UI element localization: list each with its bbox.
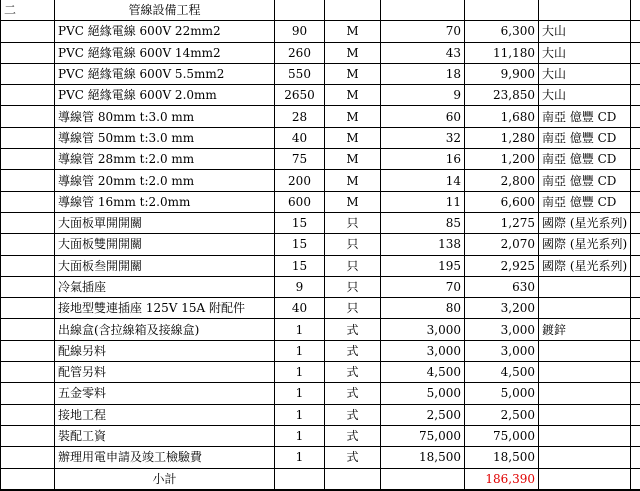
table-row <box>1 149 640 170</box>
cell-empty[interactable] <box>275 468 325 490</box>
item-unit-price-cell[interactable]: 85 <box>381 212 465 233</box>
item-amount-cell[interactable]: 6,600 <box>465 191 539 212</box>
cell-empty[interactable] <box>631 362 640 383</box>
item-unit-cell[interactable]: 只 <box>325 234 381 255</box>
table-row <box>1 362 640 383</box>
item-number-cell[interactable] <box>1 212 55 233</box>
cell-empty[interactable] <box>631 319 640 340</box>
item-quantity-cell[interactable]: 1 <box>275 447 325 468</box>
item-unit-price-cell[interactable]: 4,500 <box>381 362 465 383</box>
table-row <box>1 425 640 446</box>
item-unit-cell[interactable]: 只 <box>325 298 381 319</box>
item-quantity-cell[interactable]: 2650 <box>275 85 325 106</box>
item-amount-cell[interactable]: 1,680 <box>465 106 539 127</box>
item-name-cell[interactable]: 導線管 20mm t:2.0 mm <box>55 170 275 191</box>
item-unit-price-cell[interactable]: 43 <box>381 42 465 63</box>
item-quantity-cell[interactable]: 260 <box>275 42 325 63</box>
item-amount-cell[interactable]: 630 <box>465 276 539 297</box>
item-name-cell[interactable]: 配管另料 <box>55 362 275 383</box>
table-row <box>1 21 640 42</box>
table-row <box>1 170 640 191</box>
item-name-cell[interactable]: 辦理用電申請及竣工檢驗費 <box>55 447 275 468</box>
item-unit-price-cell[interactable]: 80 <box>381 298 465 319</box>
item-remark-cell[interactable]: 大山 <box>539 21 631 42</box>
item-amount-cell[interactable]: 75,000 <box>465 425 539 446</box>
item-unit-price-cell[interactable]: 11 <box>381 191 465 212</box>
item-remark-cell[interactable] <box>539 383 631 404</box>
item-unit-cell[interactable]: M <box>325 127 381 148</box>
item-remark-cell[interactable] <box>539 404 631 425</box>
item-amount-cell[interactable]: 3,000 <box>465 340 539 361</box>
table-row <box>1 234 640 255</box>
cell-empty[interactable] <box>631 0 640 21</box>
item-unit-price-cell[interactable]: 2,500 <box>381 404 465 425</box>
item-remark-cell[interactable] <box>539 447 631 468</box>
item-number-cell[interactable] <box>1 191 55 212</box>
item-unit-cell[interactable]: M <box>325 170 381 191</box>
cell-empty[interactable] <box>631 276 640 297</box>
item-unit-price-cell[interactable]: 9 <box>381 85 465 106</box>
item-name-cell[interactable]: 五金零料 <box>55 383 275 404</box>
item-remark-cell[interactable]: 大山 <box>539 85 631 106</box>
cell-empty[interactable] <box>631 447 640 468</box>
item-name-cell[interactable]: PVC 絕緣電線 600V 14mm2 <box>55 42 275 63</box>
item-quantity-cell[interactable]: 40 <box>275 298 325 319</box>
cell-empty[interactable] <box>465 0 539 21</box>
item-unit-cell[interactable]: M <box>325 149 381 170</box>
item-remark-cell[interactable]: 國際 (星光系列) <box>539 255 631 276</box>
table-row <box>1 106 640 127</box>
item-unit-cell[interactable]: 式 <box>325 447 381 468</box>
item-remark-cell[interactable]: 南亞 億豐 CD <box>539 170 631 191</box>
item-amount-cell[interactable]: 9,900 <box>465 63 539 84</box>
item-unit-price-cell[interactable]: 18,500 <box>381 447 465 468</box>
item-quantity-cell[interactable]: 15 <box>275 234 325 255</box>
cell-empty[interactable] <box>631 212 640 233</box>
item-unit-cell[interactable]: M <box>325 106 381 127</box>
item-number-cell[interactable] <box>1 127 55 148</box>
item-remark-cell[interactable]: 南亞 億豐 CD <box>539 106 631 127</box>
cell-empty[interactable] <box>631 21 640 42</box>
table-row <box>1 255 640 276</box>
item-name-cell[interactable]: 導線管 16mm t:2.0mm <box>55 191 275 212</box>
item-unit-price-cell[interactable]: 195 <box>381 255 465 276</box>
item-name-cell[interactable]: 大面板叁開開關 <box>55 255 275 276</box>
item-amount-cell[interactable]: 2,070 <box>465 234 539 255</box>
item-unit-price-cell[interactable]: 16 <box>381 149 465 170</box>
item-unit-cell[interactable]: M <box>325 63 381 84</box>
cell-empty[interactable] <box>631 255 640 276</box>
table-row <box>1 447 640 468</box>
table-row <box>1 319 640 340</box>
item-amount-cell[interactable]: 2,800 <box>465 170 539 191</box>
item-remark-cell[interactable]: 大山 <box>539 42 631 63</box>
item-unit-cell[interactable]: 式 <box>325 319 381 340</box>
cell-empty[interactable] <box>631 106 640 127</box>
item-quantity-cell[interactable]: 28 <box>275 106 325 127</box>
cell-empty[interactable] <box>381 468 465 490</box>
item-number-cell[interactable] <box>1 447 55 468</box>
item-remark-cell[interactable]: 南亞 億豐 CD <box>539 191 631 212</box>
table-row <box>1 42 640 63</box>
item-unit-cell[interactable]: M <box>325 42 381 63</box>
section-header-row <box>1 0 640 21</box>
cell-empty[interactable] <box>275 0 325 21</box>
item-quantity-cell[interactable]: 600 <box>275 191 325 212</box>
item-quantity-cell[interactable]: 90 <box>275 21 325 42</box>
item-number-cell[interactable] <box>1 383 55 404</box>
item-quantity-cell[interactable]: 40 <box>275 127 325 148</box>
item-quantity-cell[interactable]: 15 <box>275 212 325 233</box>
item-quantity-cell[interactable]: 1 <box>275 383 325 404</box>
item-amount-cell[interactable]: 4,500 <box>465 362 539 383</box>
cell-empty[interactable] <box>631 85 640 106</box>
item-unit-cell[interactable]: 只 <box>325 255 381 276</box>
item-number-cell[interactable] <box>1 404 55 425</box>
item-remark-cell[interactable]: 鍍鋅 <box>539 319 631 340</box>
item-remark-cell[interactable]: 南亞 億豐 CD <box>539 149 631 170</box>
item-amount-cell[interactable]: 2,925 <box>465 255 539 276</box>
item-unit-price-cell[interactable]: 14 <box>381 170 465 191</box>
subtotal-amount[interactable]: 186,390 <box>465 468 539 490</box>
item-number-cell[interactable] <box>1 63 55 84</box>
item-unit-cell[interactable]: 只 <box>325 212 381 233</box>
item-number-cell[interactable] <box>1 170 55 191</box>
cell-empty[interactable] <box>631 425 640 446</box>
cell-empty[interactable] <box>325 0 381 21</box>
item-unit-price-cell[interactable]: 70 <box>381 21 465 42</box>
table-row <box>1 340 640 361</box>
item-number-cell[interactable] <box>1 425 55 446</box>
cell-empty[interactable] <box>631 127 640 148</box>
cell-empty[interactable] <box>381 0 465 21</box>
item-remark-cell[interactable] <box>539 340 631 361</box>
item-unit-cell[interactable]: 式 <box>325 340 381 361</box>
item-amount-cell[interactable]: 2,500 <box>465 404 539 425</box>
item-quantity-cell[interactable]: 1 <box>275 404 325 425</box>
item-amount-cell[interactable]: 3,200 <box>465 298 539 319</box>
table-row <box>1 298 640 319</box>
item-name-cell[interactable]: 出線盒(含拉線箱及接線盒) <box>55 319 275 340</box>
section-number[interactable]: 二 <box>1 0 55 21</box>
cell-empty[interactable] <box>1 468 55 490</box>
item-remark-cell[interactable] <box>539 298 631 319</box>
item-unit-price-cell[interactable]: 3,000 <box>381 340 465 361</box>
item-number-cell[interactable] <box>1 319 55 340</box>
item-amount-cell[interactable]: 1,280 <box>465 127 539 148</box>
item-name-cell[interactable]: 接地型雙連插座 125V 15A 附配件 <box>55 298 275 319</box>
item-number-cell[interactable] <box>1 149 55 170</box>
item-quantity-cell[interactable]: 1 <box>275 340 325 361</box>
section-title[interactable]: 管線設備工程 <box>55 0 275 21</box>
subtotal-label[interactable]: 小計 <box>55 468 275 490</box>
item-unit-cell[interactable]: M <box>325 21 381 42</box>
item-unit-price-cell[interactable]: 5,000 <box>381 383 465 404</box>
cell-empty[interactable] <box>631 340 640 361</box>
item-amount-cell[interactable]: 18,500 <box>465 447 539 468</box>
item-amount-cell[interactable]: 1,200 <box>465 149 539 170</box>
item-number-cell[interactable] <box>1 234 55 255</box>
item-remark-cell[interactable]: 國際 (星光系列) <box>539 212 631 233</box>
table-row <box>1 63 640 84</box>
item-number-cell[interactable] <box>1 42 55 63</box>
item-remark-cell[interactable]: 大山 <box>539 63 631 84</box>
item-unit-cell[interactable]: 式 <box>325 425 381 446</box>
item-amount-cell[interactable]: 5,000 <box>465 383 539 404</box>
item-name-cell[interactable]: 配線另料 <box>55 340 275 361</box>
item-name-cell[interactable]: 接地工程 <box>55 404 275 425</box>
item-unit-price-cell[interactable]: 3,000 <box>381 319 465 340</box>
item-remark-cell[interactable]: 國際 (星光系列) <box>539 234 631 255</box>
table-row <box>1 85 640 106</box>
item-amount-cell[interactable]: 11,180 <box>465 42 539 63</box>
cell-empty[interactable] <box>539 0 631 21</box>
cell-empty[interactable] <box>325 468 381 490</box>
item-name-cell[interactable]: PVC 絕緣電線 600V 5.5mm2 <box>55 63 275 84</box>
item-quantity-cell[interactable]: 75 <box>275 149 325 170</box>
item-unit-price-cell[interactable]: 70 <box>381 276 465 297</box>
item-unit-price-cell[interactable]: 32 <box>381 127 465 148</box>
cell-empty[interactable] <box>631 468 640 490</box>
item-unit-cell[interactable]: M <box>325 85 381 106</box>
cell-empty[interactable] <box>631 404 640 425</box>
item-number-cell[interactable] <box>1 106 55 127</box>
cell-empty[interactable] <box>631 191 640 212</box>
item-quantity-cell[interactable]: 9 <box>275 276 325 297</box>
item-name-cell[interactable]: 大面板雙開開關 <box>55 234 275 255</box>
cell-empty[interactable] <box>631 234 640 255</box>
table-row <box>1 191 640 212</box>
subtotal-row <box>1 468 640 490</box>
item-unit-price-cell[interactable]: 138 <box>381 234 465 255</box>
item-name-cell[interactable]: PVC 絕緣電線 600V 22mm2 <box>55 21 275 42</box>
item-quantity-cell[interactable]: 1 <box>275 362 325 383</box>
item-unit-price-cell[interactable]: 18 <box>381 63 465 84</box>
cell-empty[interactable] <box>631 383 640 404</box>
item-remark-cell[interactable] <box>539 425 631 446</box>
item-name-cell[interactable]: 冷氣插座 <box>55 276 275 297</box>
item-quantity-cell[interactable]: 15 <box>275 255 325 276</box>
item-amount-cell[interactable]: 1,275 <box>465 212 539 233</box>
item-quantity-cell[interactable]: 1 <box>275 319 325 340</box>
cell-empty[interactable] <box>631 63 640 84</box>
cell-empty[interactable] <box>631 170 640 191</box>
item-quantity-cell[interactable]: 200 <box>275 170 325 191</box>
item-unit-cell[interactable]: 只 <box>325 276 381 297</box>
item-remark-cell[interactable] <box>539 362 631 383</box>
table-row <box>1 212 640 233</box>
item-number-cell[interactable] <box>1 21 55 42</box>
cell-empty[interactable] <box>539 468 631 490</box>
cell-empty[interactable] <box>631 149 640 170</box>
item-name-cell[interactable]: 導線管 50mm t:3.0 mm <box>55 127 275 148</box>
table-row <box>1 383 640 404</box>
table-row <box>1 127 640 148</box>
item-unit-cell[interactable]: 式 <box>325 383 381 404</box>
item-unit-price-cell[interactable]: 75,000 <box>381 425 465 446</box>
item-name-cell[interactable]: 大面板單開開關 <box>55 212 275 233</box>
item-unit-cell[interactable]: M <box>325 191 381 212</box>
item-number-cell[interactable] <box>1 362 55 383</box>
item-number-cell[interactable] <box>1 340 55 361</box>
table-row <box>1 276 640 297</box>
item-number-cell[interactable] <box>1 298 55 319</box>
table-row <box>1 404 640 425</box>
item-name-cell[interactable]: 裝配工資 <box>55 425 275 446</box>
item-unit-cell[interactable]: 式 <box>325 362 381 383</box>
item-remark-cell[interactable] <box>539 276 631 297</box>
item-quantity-cell[interactable]: 1 <box>275 425 325 446</box>
item-name-cell[interactable]: 導線管 80mm t:3.0 mm <box>55 106 275 127</box>
item-amount-cell[interactable]: 3,000 <box>465 319 539 340</box>
item-amount-cell[interactable]: 6,300 <box>465 21 539 42</box>
item-name-cell[interactable]: PVC 絕緣電線 600V 2.0mm <box>55 85 275 106</box>
item-unit-price-cell[interactable]: 60 <box>381 106 465 127</box>
item-number-cell[interactable] <box>1 276 55 297</box>
item-remark-cell[interactable]: 南亞 億豐 CD <box>539 127 631 148</box>
cell-empty[interactable] <box>631 42 640 63</box>
item-amount-cell[interactable]: 23,850 <box>465 85 539 106</box>
item-quantity-cell[interactable]: 550 <box>275 63 325 84</box>
item-unit-cell[interactable]: 式 <box>325 404 381 425</box>
item-number-cell[interactable] <box>1 255 55 276</box>
cell-empty[interactable] <box>631 298 640 319</box>
item-number-cell[interactable] <box>1 85 55 106</box>
item-name-cell[interactable]: 導線管 28mm t:2.0 mm <box>55 149 275 170</box>
